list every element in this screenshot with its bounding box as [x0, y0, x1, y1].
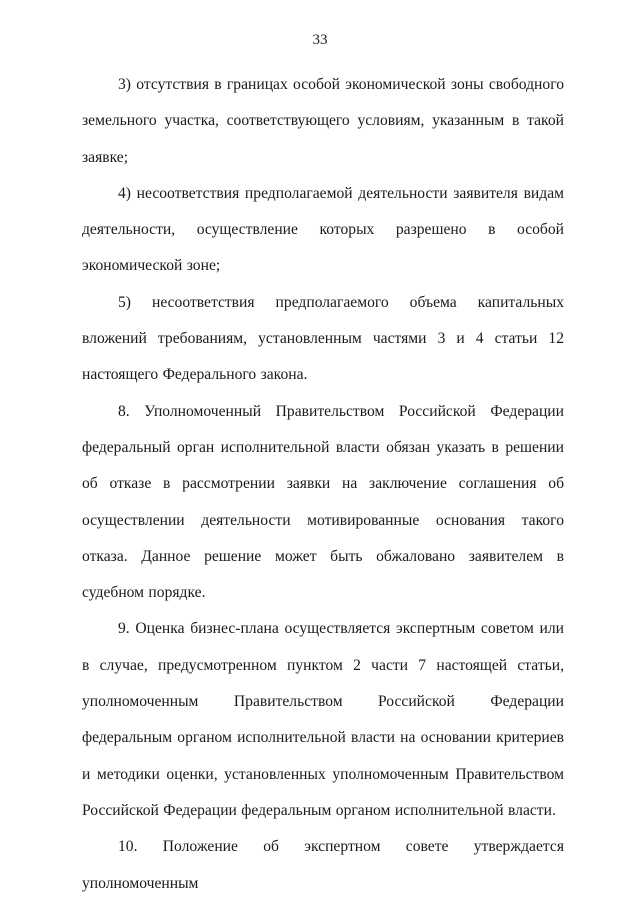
document-body	[82, 67, 564, 902]
paragraph-item-5: 5) несоответствия предполагаемого объема капитальных вложений требованиям, установленным частями 3 и 4 статьи 12 настоящего Федерального закона.	[82, 293, 564, 384]
paragraph-section-9: 9. Оценка бизнес-плана осуществляется экспертным советом или в случае, предусмотренном пунктом 2 части 7 настоящей статьи, уполномоченным Правительством Российской Федерации федеральным органом исполнительной власти на основании критериев и методики оценки, установленных уполномоченным Правительством Российской Федерации федеральным органом исполнительной власти.	[82, 620, 564, 819]
paragraph-section-10: 10. Положение об экспертном совете утверждается уполномоченным	[82, 838, 564, 892]
page-number: 33	[312, 32, 328, 48]
paragraph-item-3: 3) отсутствия в границах особой экономической зоны свободного земельного участка, соответствующего условиям, указанным в такой заявке;	[82, 76, 564, 166]
paragraph-item-4: 4) несоответствия предполагаемой деятельности заявителя видам деятельности, осуществление которых разрешено в особой экономической зоне;	[82, 184, 564, 275]
paragraph-section-8: 8. Уполномоченный Правительством Российской Федерации федеральный орган исполнительной власти обязан указать в решении об отказе в рассмотрении заявки на заключение соглашения об осуществлении деятельности мотивированные основания такого отказа. Данное решение может быть обжаловано заявителем в судебном порядке.	[82, 402, 564, 602]
